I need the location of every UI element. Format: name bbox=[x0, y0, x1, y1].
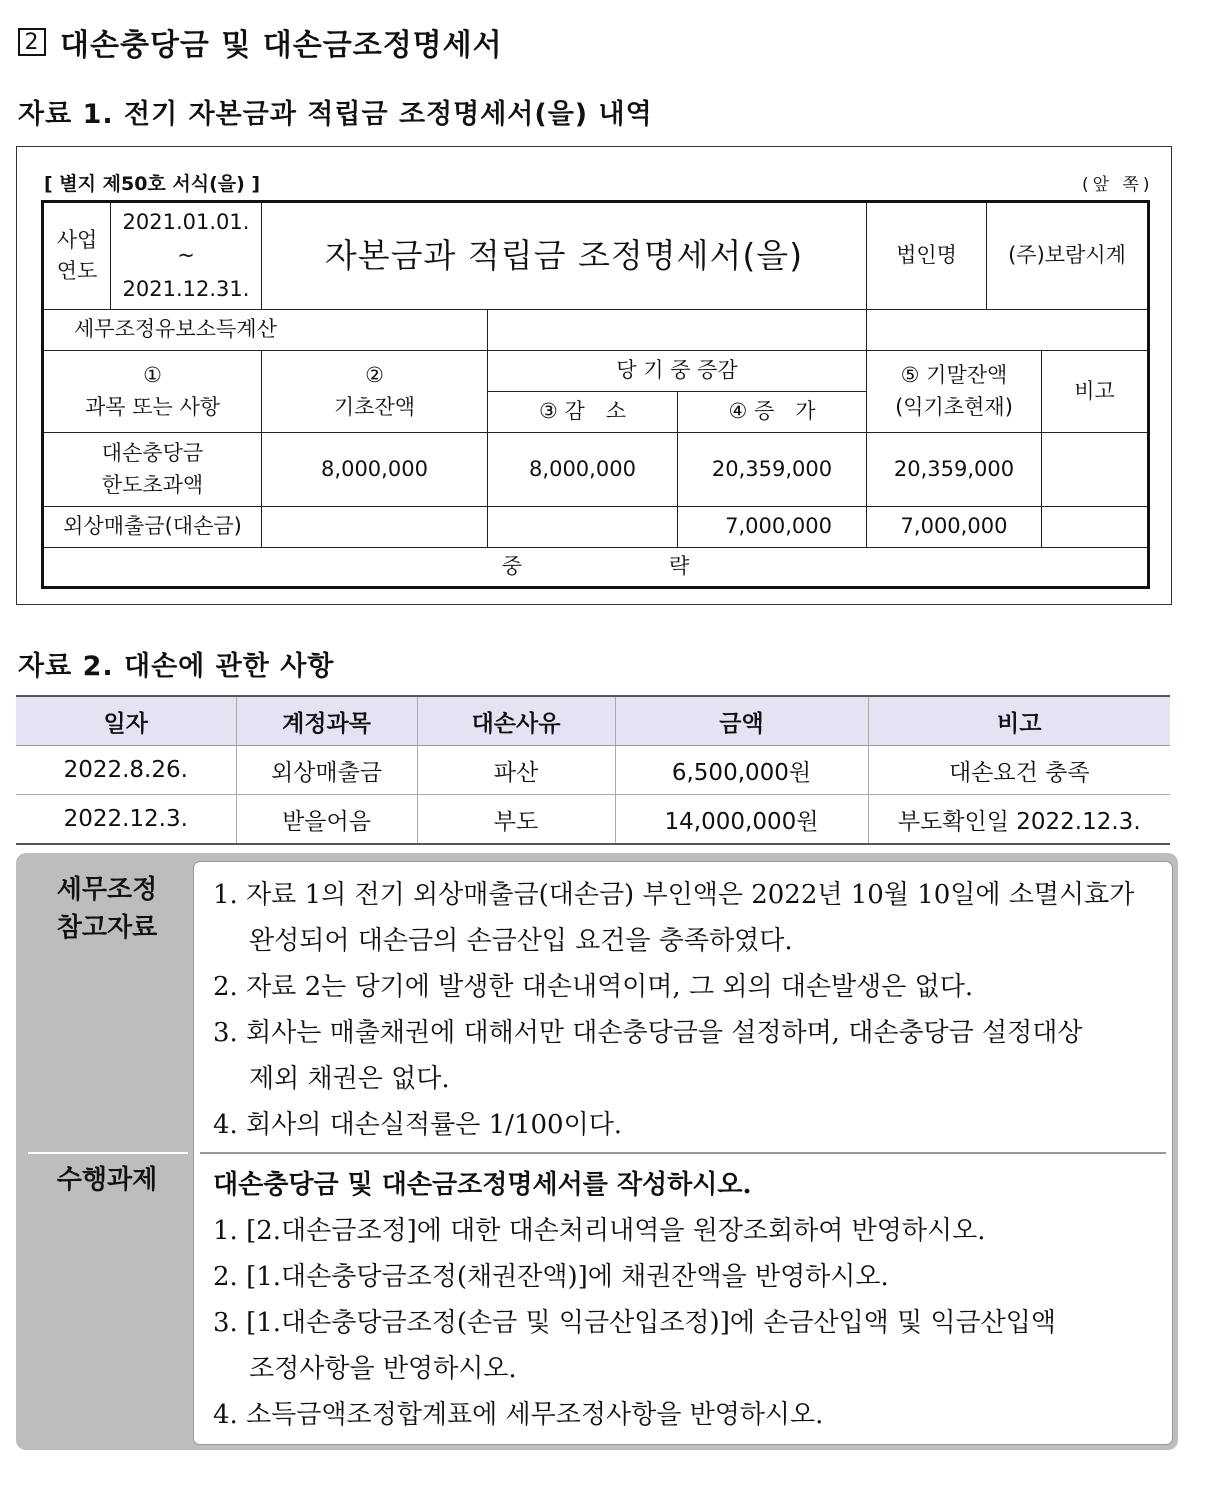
col1-number: ① bbox=[143, 363, 162, 387]
reference-line-6: 4. 회사의 대손실적률은 1/100이다. bbox=[213, 1110, 623, 1140]
period-label-2: 연도 bbox=[56, 259, 98, 283]
omitted-row: 중 략 bbox=[43, 548, 1149, 588]
page-title bbox=[18, 20, 503, 64]
corp-label: 법인명 bbox=[867, 202, 987, 310]
row2-decrease bbox=[488, 507, 678, 548]
bad-debt-table bbox=[16, 695, 1170, 845]
col6-header: 비고 bbox=[1042, 351, 1149, 433]
task-line-5: 4. 소득금액조정합계표에 세무조정사항을 반영하시오. bbox=[213, 1400, 824, 1430]
task-line-3: 3. [1.대손충당금조정(손금 및 익금산입조정)]에 손금산입액 및 익금산입액 bbox=[213, 1308, 1057, 1338]
task-heading: 대손충당금 및 대손금조정명세서를 작성하시오. bbox=[213, 1170, 752, 1200]
cell-date: 2022.8.26. bbox=[16, 746, 236, 795]
period-label-1: 사업 bbox=[56, 227, 98, 252]
cell-note: 대손요건 충족 bbox=[868, 746, 1170, 795]
table-header-row bbox=[16, 696, 1170, 746]
task-label: 수행과제 bbox=[56, 1165, 158, 1195]
row2-increase: 7,000,000 bbox=[678, 507, 867, 548]
header-amount: 금액 bbox=[615, 696, 868, 746]
corp-name: (주)보람시계 bbox=[987, 202, 1149, 310]
reference-line-2: 완성되어 대손금의 손금산입 요건을 충족하였다. bbox=[249, 926, 793, 956]
col3-header: ③ 감 소 bbox=[488, 392, 678, 433]
row1-opening: 8,000,000 bbox=[262, 433, 488, 507]
cell-note: 부도확인일 2022.12.3. bbox=[868, 795, 1170, 845]
page-title-text: 대손충당금 및 대손금조정명세서 bbox=[60, 28, 503, 63]
header-reason: 대손사유 bbox=[417, 696, 615, 746]
row1-closing: 20,359,000 bbox=[867, 433, 1042, 507]
col5-line1: ⑤ 기말잔액 bbox=[900, 363, 1008, 387]
period-label-cell bbox=[43, 202, 111, 310]
cell-account: 받을어음 bbox=[236, 795, 417, 845]
cell-amount: 14,000,000원 bbox=[615, 795, 868, 845]
header-date: 일자 bbox=[16, 696, 236, 746]
row1-decrease: 8,000,000 bbox=[488, 433, 678, 507]
period-cell bbox=[111, 202, 262, 310]
row1-note bbox=[1042, 433, 1149, 507]
reference-line-3: 2. 자료 2는 당기에 발생한 대손내역이며, 그 외의 대손발생은 없다. bbox=[213, 972, 974, 1002]
row2-subject: 외상매출금(대손금) bbox=[43, 507, 262, 548]
cell-date: 2022.12.3. bbox=[16, 795, 236, 845]
reference-label-line1: 세무조정 bbox=[56, 875, 158, 905]
row1-subject-line1: 대손충당금 bbox=[101, 441, 204, 465]
period-tilde: ~ bbox=[177, 243, 195, 268]
header-account: 계정과목 bbox=[236, 696, 417, 746]
cell-reason: 부도 bbox=[417, 795, 615, 845]
reference-line-5: 제외 채권은 없다. bbox=[249, 1064, 450, 1094]
calc-blank-1 bbox=[488, 310, 867, 351]
change-header: 당 기 중 증감 bbox=[488, 351, 867, 392]
section-number-box: 2 bbox=[18, 28, 46, 56]
label-divider bbox=[28, 1152, 188, 1154]
col2-header bbox=[262, 351, 488, 433]
row1-increase: 20,359,000 bbox=[678, 433, 867, 507]
col2-number: ② bbox=[365, 363, 384, 387]
period-to: 2021.12.31. bbox=[122, 276, 250, 301]
col5-header bbox=[867, 351, 1042, 433]
section2-title: 자료 2. 대손에 관한 사항 bbox=[18, 651, 335, 682]
section1-title: 자료 1. 전기 자본금과 적립금 조정명세서(을) 내역 bbox=[18, 99, 653, 130]
form-label: [ 별지 제50호 서식(을) ] bbox=[44, 173, 261, 195]
cell-reason: 파산 bbox=[417, 746, 615, 795]
col4-header: ④ 증 가 bbox=[678, 392, 867, 433]
reference-label-line2: 참고자료 bbox=[56, 912, 158, 943]
period-from: 2021.01.01. bbox=[122, 209, 250, 234]
row2-opening bbox=[262, 507, 488, 548]
cell-amount: 6,500,000원 bbox=[615, 746, 868, 795]
calc-blank-2 bbox=[867, 310, 1149, 351]
capital-reserve-form bbox=[41, 200, 1150, 589]
table-row bbox=[16, 746, 1170, 795]
col1-header bbox=[43, 351, 262, 433]
header-note: 비고 bbox=[868, 696, 1170, 746]
task-line-4: 조정사항을 반영하시오. bbox=[249, 1354, 517, 1384]
form-title: 자본금과 적립금 조정명세서(을) bbox=[262, 202, 867, 310]
form-side: (앞 쪽) bbox=[1082, 175, 1154, 195]
task-line-2: 2. [1.대손충당금조정(채권잔액)]에 채권잔액을 반영하시오. bbox=[213, 1262, 889, 1292]
col2-label: 기초잔액 bbox=[333, 394, 416, 419]
calc-label: 세무조정유보소득계산 bbox=[43, 310, 488, 351]
row1-subject bbox=[43, 433, 262, 507]
content-divider bbox=[200, 1152, 1166, 1154]
cell-account: 외상매출금 bbox=[236, 746, 417, 795]
table-row bbox=[16, 795, 1170, 845]
row1-subject-line2: 한도초과액 bbox=[101, 472, 204, 497]
reference-line-1: 1. 자료 1의 전기 외상매출금(대손금) 부인액은 2022년 10월 10일에 소멸시효가 bbox=[213, 880, 1135, 910]
reference-line-4: 3. 회사는 매출채권에 대해서만 대손충당금을 설정하며, 대손충당금 설정대상 bbox=[213, 1018, 1083, 1048]
row2-closing: 7,000,000 bbox=[867, 507, 1042, 548]
col1-label: 과목 또는 사항 bbox=[84, 394, 221, 419]
col5-line2: (익기초현재) bbox=[895, 394, 1013, 419]
reference-text bbox=[213, 872, 1134, 1148]
reference-label bbox=[32, 872, 182, 947]
task-text bbox=[213, 1162, 1056, 1438]
task-line-1: 1. [2.대손금조정]에 대한 대손처리내역을 원장조회하여 반영하시오. bbox=[213, 1216, 986, 1246]
row2-note bbox=[1042, 507, 1149, 548]
